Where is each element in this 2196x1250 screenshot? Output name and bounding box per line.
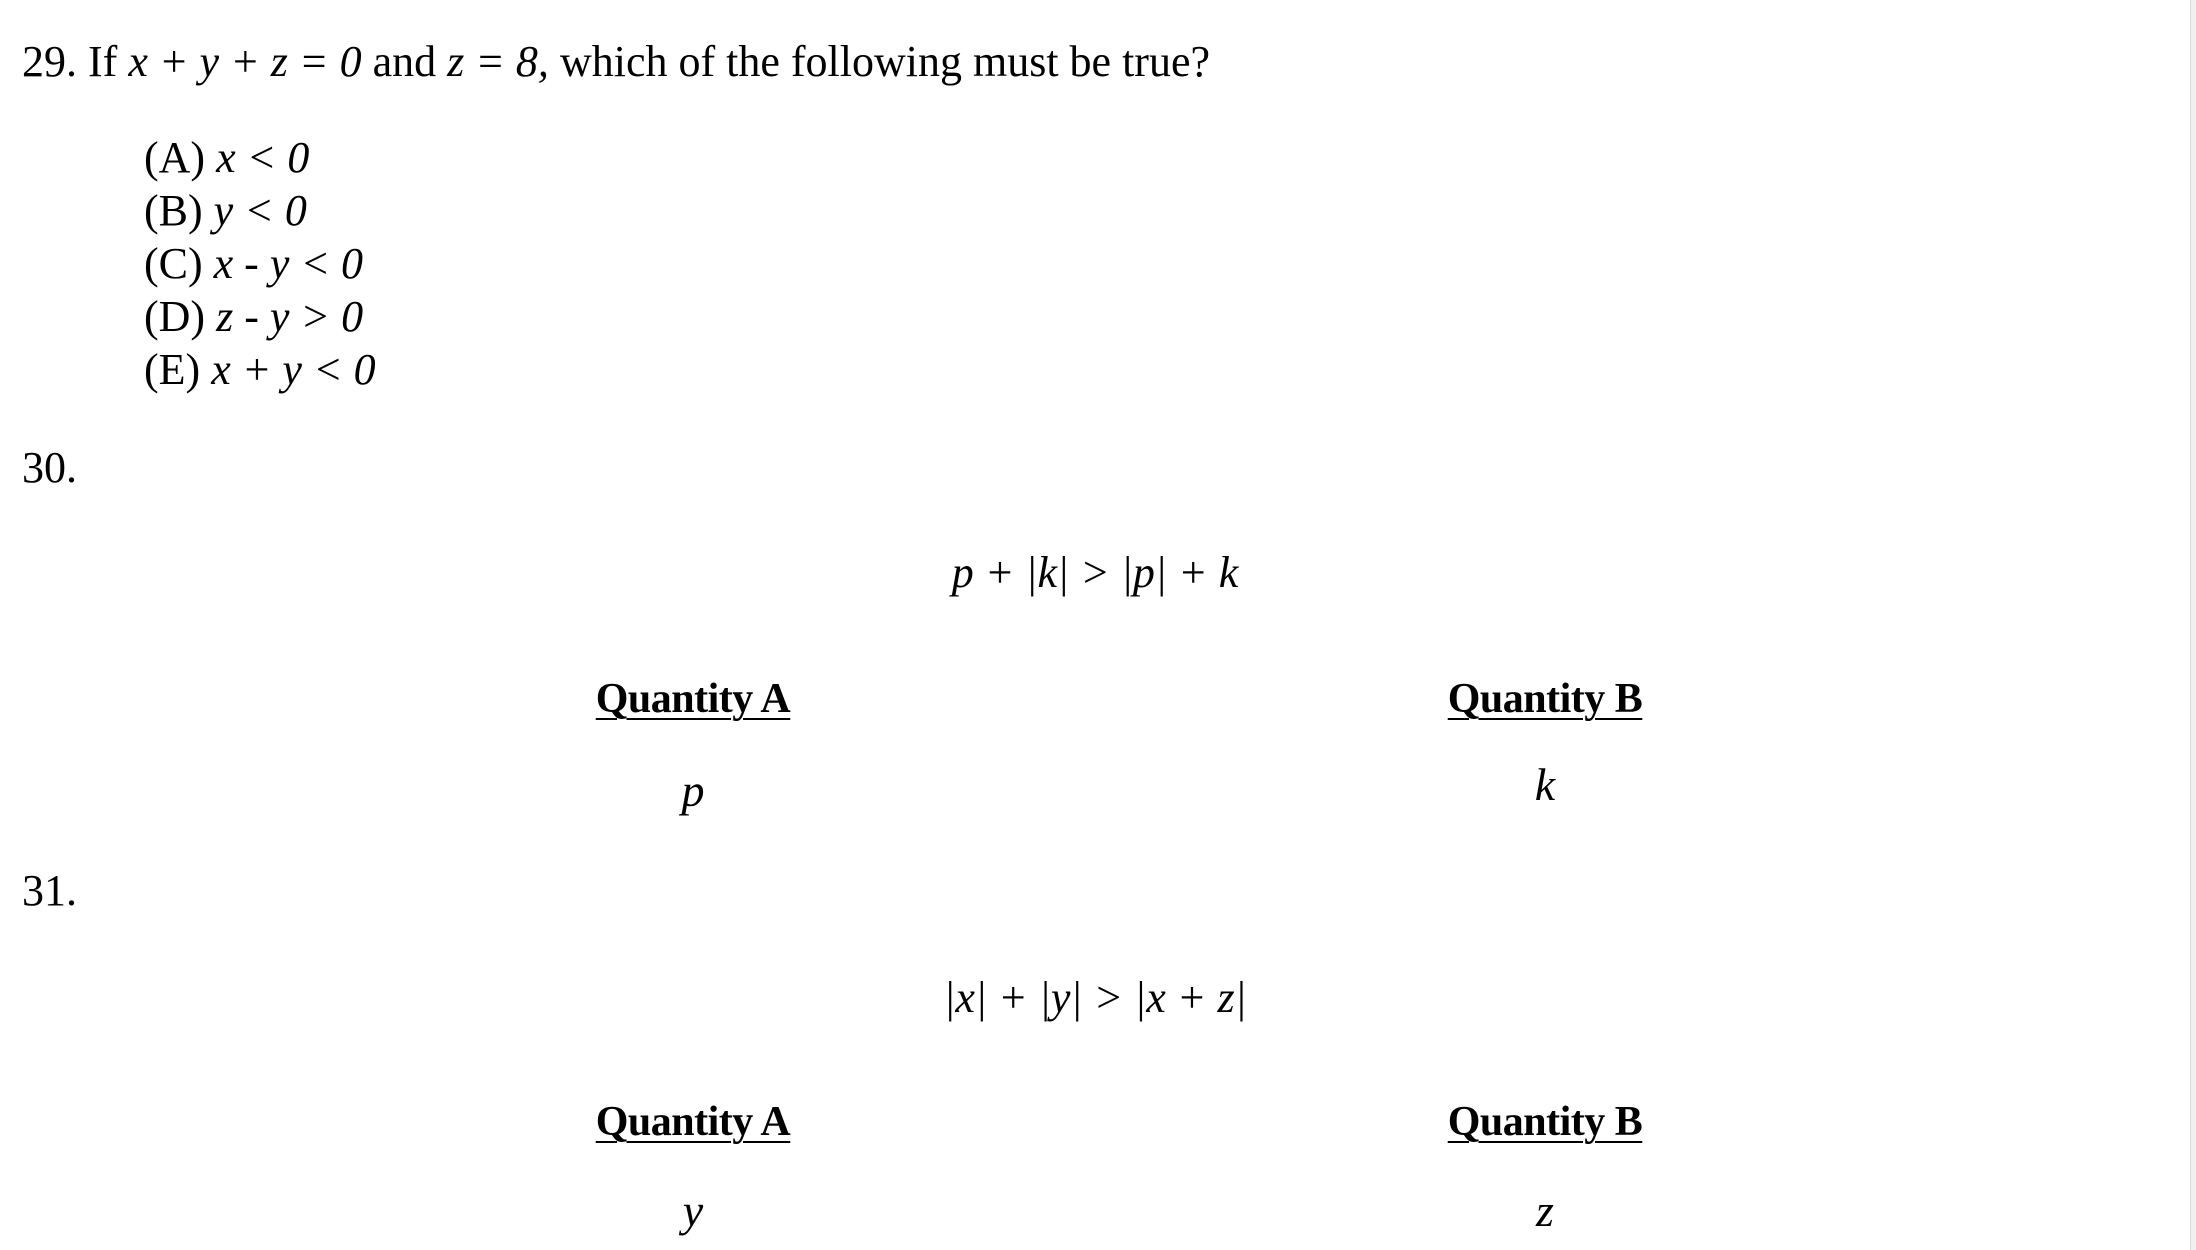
choice-d-expression: z - y > 0 [216, 292, 364, 341]
question-29-number: 29. [22, 37, 77, 86]
question-30-quantity-b-value: k [1534, 759, 1556, 810]
choice-b-expression: y < 0 [213, 186, 307, 235]
choice-e-letter: (E) [144, 345, 201, 394]
question-30-quantity-a-value: p [681, 765, 705, 816]
choice-a-expression: x < 0 [216, 133, 310, 182]
question-29-equation-2: z = 8, [447, 37, 549, 86]
question-30-condition-text: p + |k| > |p| + k [951, 548, 1239, 597]
choice-a-letter: (A) [144, 133, 206, 182]
question-29-mid: and [372, 37, 437, 86]
choice-c-expression: x - y < 0 [213, 239, 364, 288]
choice-e[interactable] [144, 345, 376, 394]
question-31-quantity-a-value: y [682, 1185, 704, 1236]
question-31-quantity-a-heading: Quantity A [595, 1099, 791, 1145]
choice-d-letter: (D) [144, 292, 206, 341]
question-31-quantity-b-heading: Quantity B [1447, 1099, 1643, 1145]
question-29-tail: which of the following must be true? [559, 37, 1211, 86]
question-31-condition-text: |x| + |y| > |x + z| [943, 973, 1247, 1022]
question-30-condition [0, 548, 2190, 597]
choice-b-letter: (B) [144, 186, 203, 235]
question-31-quantity-b-value: z [1536, 1185, 1554, 1236]
question-30-quantity-b-heading: Quantity B [1447, 676, 1643, 722]
question-29-equation-1: x + y + z = 0 [128, 37, 362, 86]
choice-c-letter: (C) [144, 239, 203, 288]
question-30-number: 30. [22, 443, 77, 492]
choice-d[interactable] [144, 292, 364, 341]
choice-c[interactable] [144, 239, 364, 288]
question-30-quantity-a-heading: Quantity A [595, 676, 791, 722]
choice-e-expression: x + y < 0 [211, 345, 376, 394]
choice-a[interactable] [144, 133, 310, 182]
question-29-stem [22, 37, 1211, 86]
question-31-number: 31. [22, 866, 77, 915]
question-31-condition [0, 973, 2190, 1022]
choice-b[interactable] [144, 186, 307, 235]
question-29-lead: If [88, 37, 118, 86]
